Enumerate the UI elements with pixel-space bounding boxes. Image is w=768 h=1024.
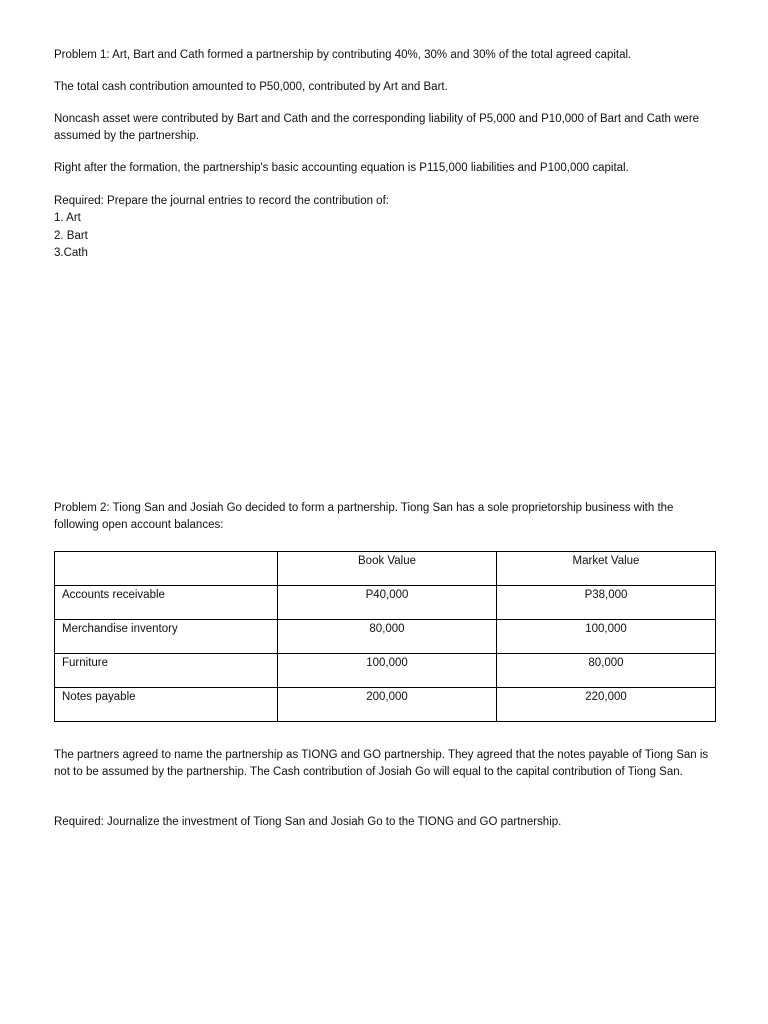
table-row [55, 654, 716, 688]
table-cell-book-value: 200,000 [278, 688, 497, 722]
table-cell-market-value: 100,000 [497, 620, 716, 654]
table-cell-market-value: P38,000 [497, 586, 716, 620]
table-row [55, 586, 716, 620]
table-header-row [55, 552, 716, 586]
table-row [55, 688, 716, 722]
problem2-agreement: The partners agreed to name the partnership as TIONG and GO partnership. They agreed that the notes payable of Tiong San is not to be assumed by the partnership. The Cash contribution of Josiah Go will equal to the capital contribution of Tiong San. [54, 749, 709, 778]
problem2-required: Required: Journalize the investment of Tiong San and Josiah Go to the TIONG and GO partnership. [54, 816, 562, 828]
table-header-book-value: Book Value [278, 552, 497, 586]
table-cell-account: Accounts receivable [55, 586, 278, 620]
problem1-accounting-equation: Right after the formation, the partnership's basic accounting equation is P115,000 liabilities and P100,000 capital. [54, 162, 629, 174]
table-cell-book-value: P40,000 [278, 586, 497, 620]
problem2-statement: Problem 2: Tiong San and Josiah Go decided to form a partnership. Tiong San has a sole proprietorship business with the following open account balances: [54, 502, 674, 531]
table-cell-market-value: 220,000 [497, 688, 716, 722]
list-item: 1. Art [54, 212, 81, 224]
table-cell-market-value: 80,000 [497, 654, 716, 688]
problem1-noncash-assets: Noncash asset were contributed by Bart and Cath and the corresponding liability of P5,000 and P10,000 of Bart and Cath were assumed by the partnership. [54, 113, 700, 142]
problem1-statement: Problem 1: Art, Bart and Cath formed a partnership by contributing 40%, 30% and 30% of the total agreed capital. [54, 49, 632, 61]
list-item: 3.Cath [54, 247, 88, 259]
table-cell-account: Notes payable [55, 688, 278, 722]
list-item: 2. Bart [54, 229, 88, 242]
table-header-account [55, 552, 278, 586]
problem1-cash-contribution: The total cash contribution amounted to P50,000, contributed by Art and Bart. [54, 81, 448, 93]
table-header-market-value: Market Value [497, 552, 716, 586]
account-balances-table [54, 551, 716, 722]
table-cell-account: Merchandise inventory [55, 620, 278, 654]
table-cell-book-value: 100,000 [278, 654, 497, 688]
table-cell-book-value: 80,000 [278, 620, 497, 654]
problem1-required-list [54, 210, 88, 263]
table-cell-account: Furniture [55, 654, 278, 688]
problem1-required: Required: Prepare the journal entries to record the contribution of: [54, 195, 389, 207]
table-row [55, 620, 716, 654]
